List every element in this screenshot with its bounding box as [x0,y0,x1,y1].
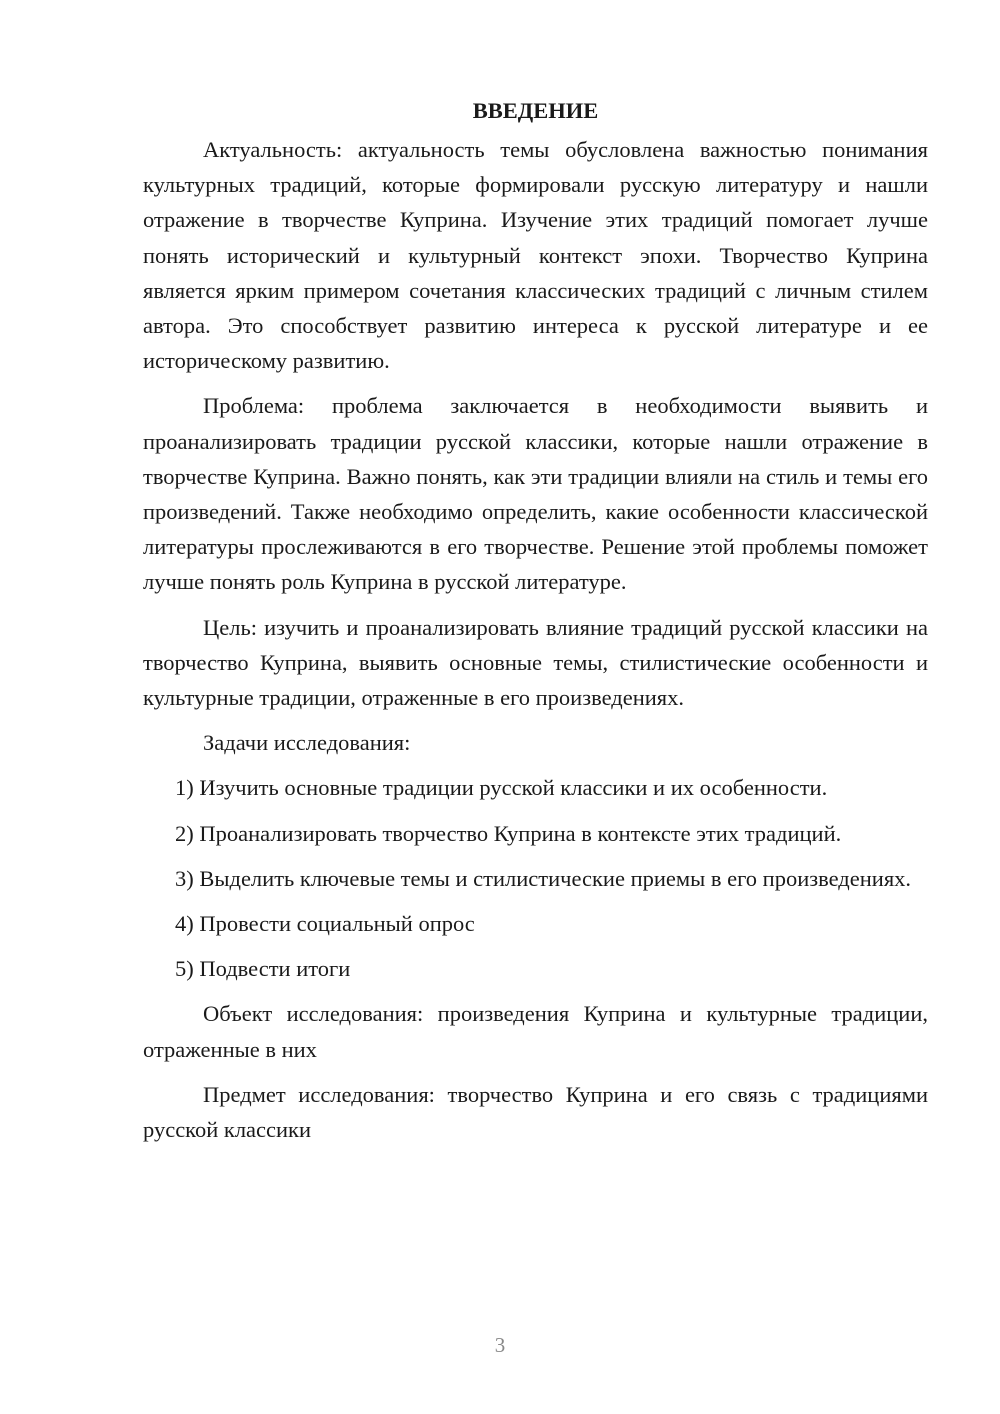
section-title: ВВЕДЕНИЕ [472,98,599,123]
task-item-2: 2) Проанализировать творчество Куприна в контексте этих традиций. [175,820,842,846]
document-page [143,96,928,1157]
task-item-1: 1) Изучить основные традиции русской классики и их особенности. [175,775,828,801]
relevance-paragraph: Актуальность: актуальность темы обусловлена важностью понимания культурных традиций, которые формировали русскую литературу и нашли отражение в творчестве Куприна. Изучение этих традиций помогает лучше понять исторический и культурный контекст эпохи. Творчество Куприна является ярким примером сочетания классических традиций с личным стилем автора. Это способствует развитию интереса к русской литературе и ее историческому развитию. [143,137,928,374]
goal-paragraph: Цель: изучить и проанализировать влияние традиций русской классики на творчество Куприна, выявить основные темы, стилистические особенности и культурные традиции, отраженные в его произведениях. [143,614,928,711]
task-item-4: 4) Провести социальный опрос [175,911,475,937]
page-number: 3 [494,1333,506,1357]
task-item-3: 3) Выделить ключевые темы и стилистические приемы в его произведениях. [175,865,912,891]
object-paragraph: Объект исследования: произведения Куприна и культурные традиции, отраженные в них [143,1001,928,1062]
tasks-heading: Задачи исследования: [203,730,411,756]
problem-paragraph: Проблема: проблема заключается в необходимости выявить и проанализировать традиции русской классики, которые нашли отражение в творчестве Куприна. Важно понять, как эти традиции влияли на стиль и темы его произведений. Также необходимо определить, какие особенности классической литературы прослеживаются в его творчестве. Решение этой проблемы поможет лучше понять роль Куприна в русской литературе. [143,393,928,595]
task-item-5: 5) Подвести итоги [175,956,351,982]
subject-paragraph: Предмет исследования: творчество Куприна и его связь с традициями русской классики [143,1081,928,1143]
